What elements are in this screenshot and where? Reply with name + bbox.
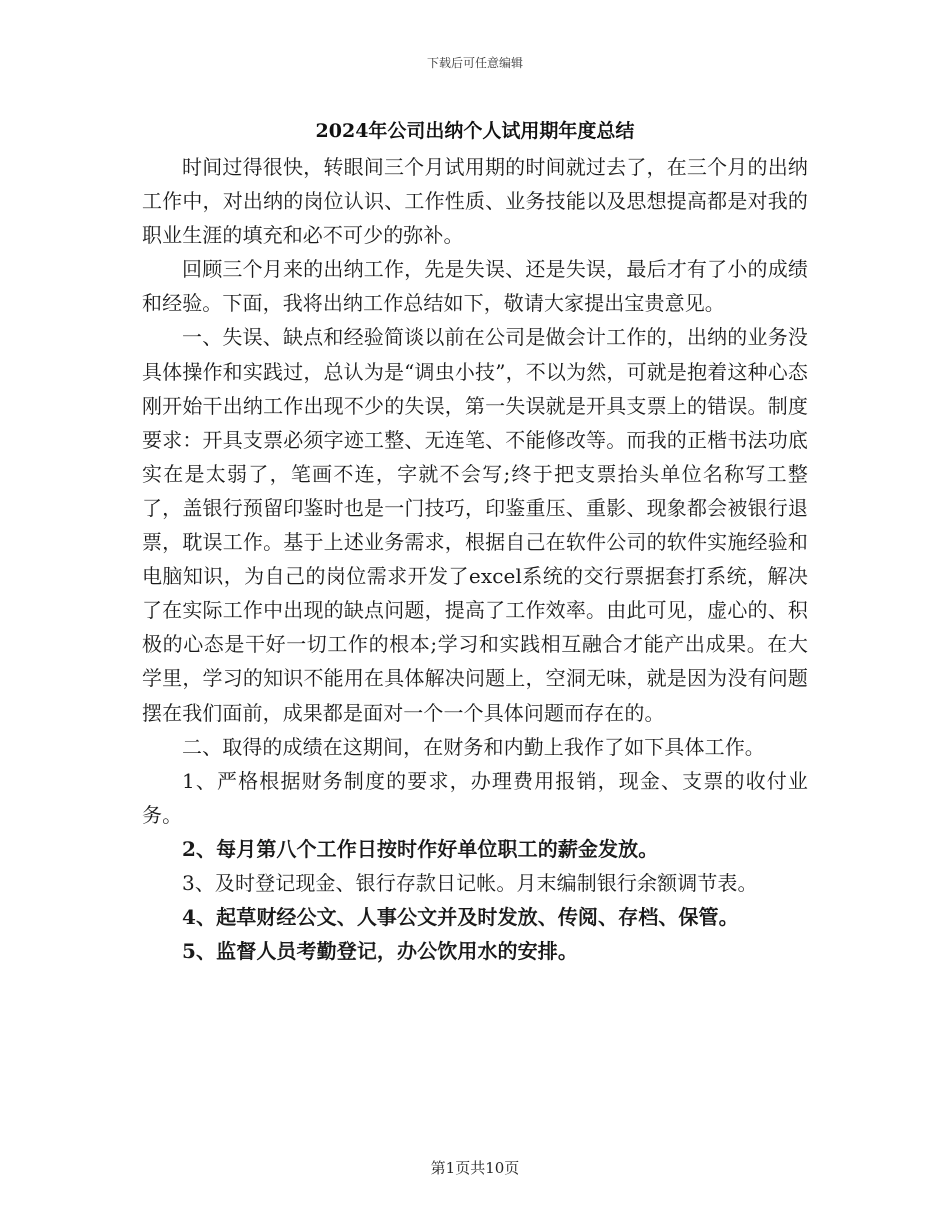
paragraph-item-3: 3、及时登记现金、银行存款日记帐。月末编制银行余额调节表。: [182, 870, 758, 895]
paragraph-intro: 时间过得很快，转眼间三个月试用期的时间就过去了，在三个月的出纳工作中，对出纳的岗位认识、工作性质、业务技能以及思想提高都是对我的职业生涯的填充和必不可少的弥补。: [142, 155, 808, 248]
document-title: 2024年公司出纳个人试用期年度总结: [315, 120, 635, 142]
paragraph-review: 回顾三个月来的出纳工作，先是失误、还是失误，最后才有了小的成绩和经验。下面，我将出纳工作总结如下，敬请大家提出宝贵意见。: [142, 257, 808, 316]
paragraph-section-1: 一、失误、缺点和经验简谈以前在公司是做会计工作的，出纳的业务没具体操作和实践过，总认为是“调虫小技”，不以为然，可就是抱着这种心态刚开始干出纳工作出现不少的失误，第一失误就是开具支票上的错误。制度要求：开具支票必须字迹工整、无连笔、不能修改等。而我的正楷书法功底实在是太弱了，笔画不连，字就不会写;终于把支票抬头单位名称写工整了，盖银行预留印鉴时也是一门技巧，印鉴重压、重影、现象都会被银行退票，耽误工作。基于上述业务需求，根据自己在软件公司的软件实施经验和电脑知识，为自己的岗位需求开发了excel系统的交行票据套打系统，解决了在实际工作中出现的缺点问题，提高了工作效率。由此可见，虚心的、积极的心态是干好一切工作的根本;学习和实践相互融合才能产出成果。在大学里，学习的知识不能用在具体解决问题上，空洞无味，就是因为没有问题摆在我们面前，成果都是面对一个一个具体问题而存在的。: [142, 325, 808, 725]
paragraph-item-1: 1、严格根据财务制度的要求，办理费用报销，现金、支票的收付业务。: [142, 768, 808, 827]
paragraph-section-2: 二、取得的成绩在这期间，在财务和内勤上我作了如下具体工作。: [182, 734, 765, 759]
paragraph-item-5: 5、监督人员考勤登记，办公饮用水的安排。: [182, 939, 578, 964]
paragraph-item-2: 2、每月第八个工作日按时作好单位职工的薪金发放。: [182, 836, 659, 861]
header-note: 下载后可任意编辑: [426, 56, 523, 70]
page-number-footer: 第1页共10页: [430, 1159, 520, 1177]
paragraph-item-4: 4、起草财经公文、人事公文并及时发放、传阅、存档、保管。: [182, 905, 739, 930]
document-body: [142, 150, 808, 968]
